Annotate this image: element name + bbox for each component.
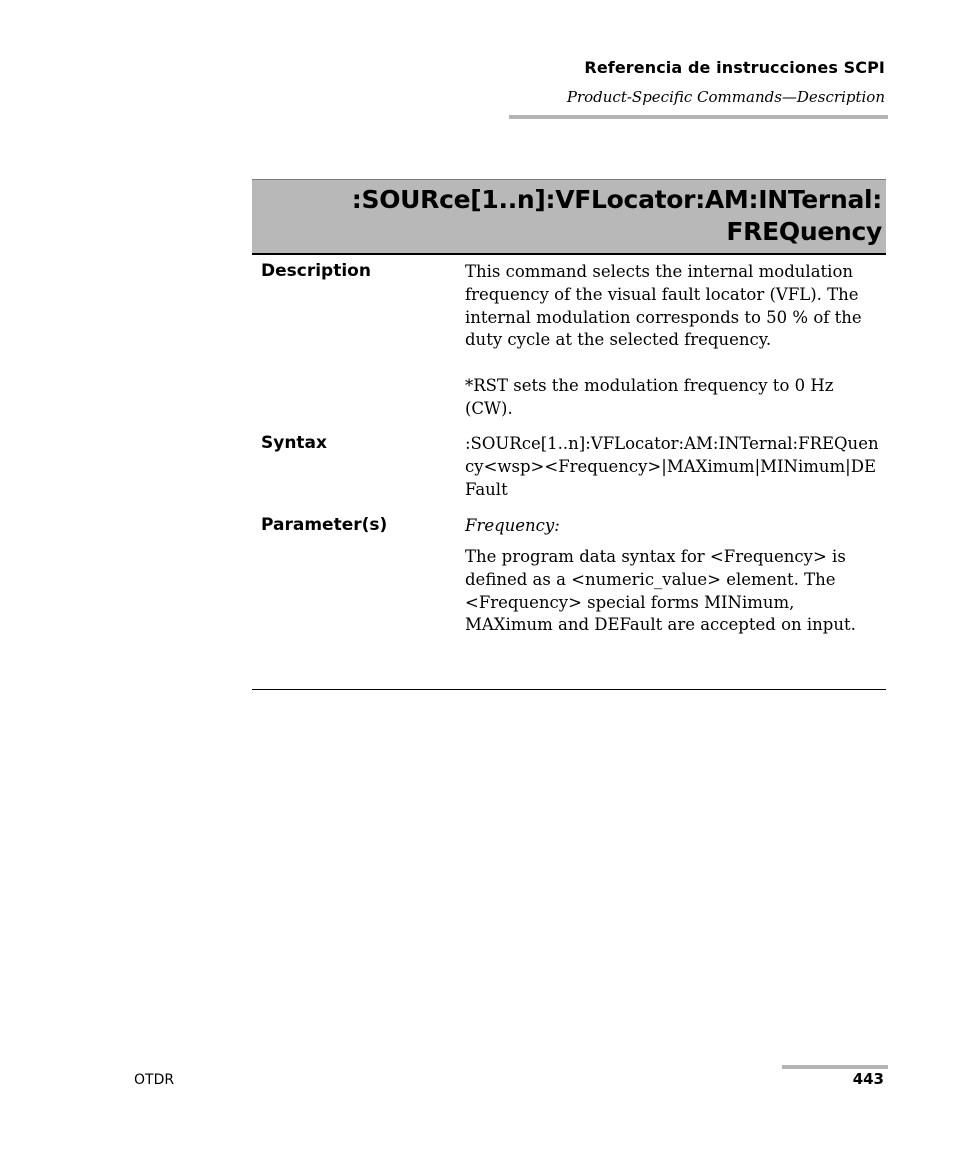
page-number: 443 xyxy=(852,1070,884,1088)
description-text: This command selects the internal modulation frequency of the visual fault locator (VFL). The internal modulation corresponds to 50 % of the duty cycle at the selected frequency. xyxy=(465,262,862,350)
parameter-name: Frequency: xyxy=(465,516,560,535)
parameter-description: The program data syntax for <Frequency> is defined as a <numeric_value> element. The <Frequency> special forms MINimum, MAXimum and DEFault are accepted on input. xyxy=(465,547,856,635)
syntax-text: :SOURce[1..n]:VFLocator:AM:INTernal:FREQuency<wsp><Frequency>|MAXimum|MINimum|DEFault xyxy=(465,434,879,499)
parameters-label: Parameter(s) xyxy=(261,515,388,535)
running-header-title: Referencia de instrucciones SCPI xyxy=(584,58,885,77)
running-header-subtitle: Product-Specific Commands—Description xyxy=(566,88,885,106)
header-rule xyxy=(509,115,888,119)
table-bottom-rule xyxy=(252,689,886,690)
command-title-box xyxy=(252,179,886,255)
description-rst-text: *RST sets the modulation frequency to 0 Hz (CW). xyxy=(465,376,834,418)
command-title-line2: FREQuency xyxy=(726,217,882,246)
command-title-line1: :SOURce[1..n]:VFLocator:AM:INTernal: xyxy=(351,185,882,214)
footer-rule xyxy=(782,1065,888,1069)
syntax-label: Syntax xyxy=(261,433,327,453)
footer-product: OTDR xyxy=(134,1072,175,1088)
command-title xyxy=(352,184,882,248)
description-label: Description xyxy=(261,261,371,281)
